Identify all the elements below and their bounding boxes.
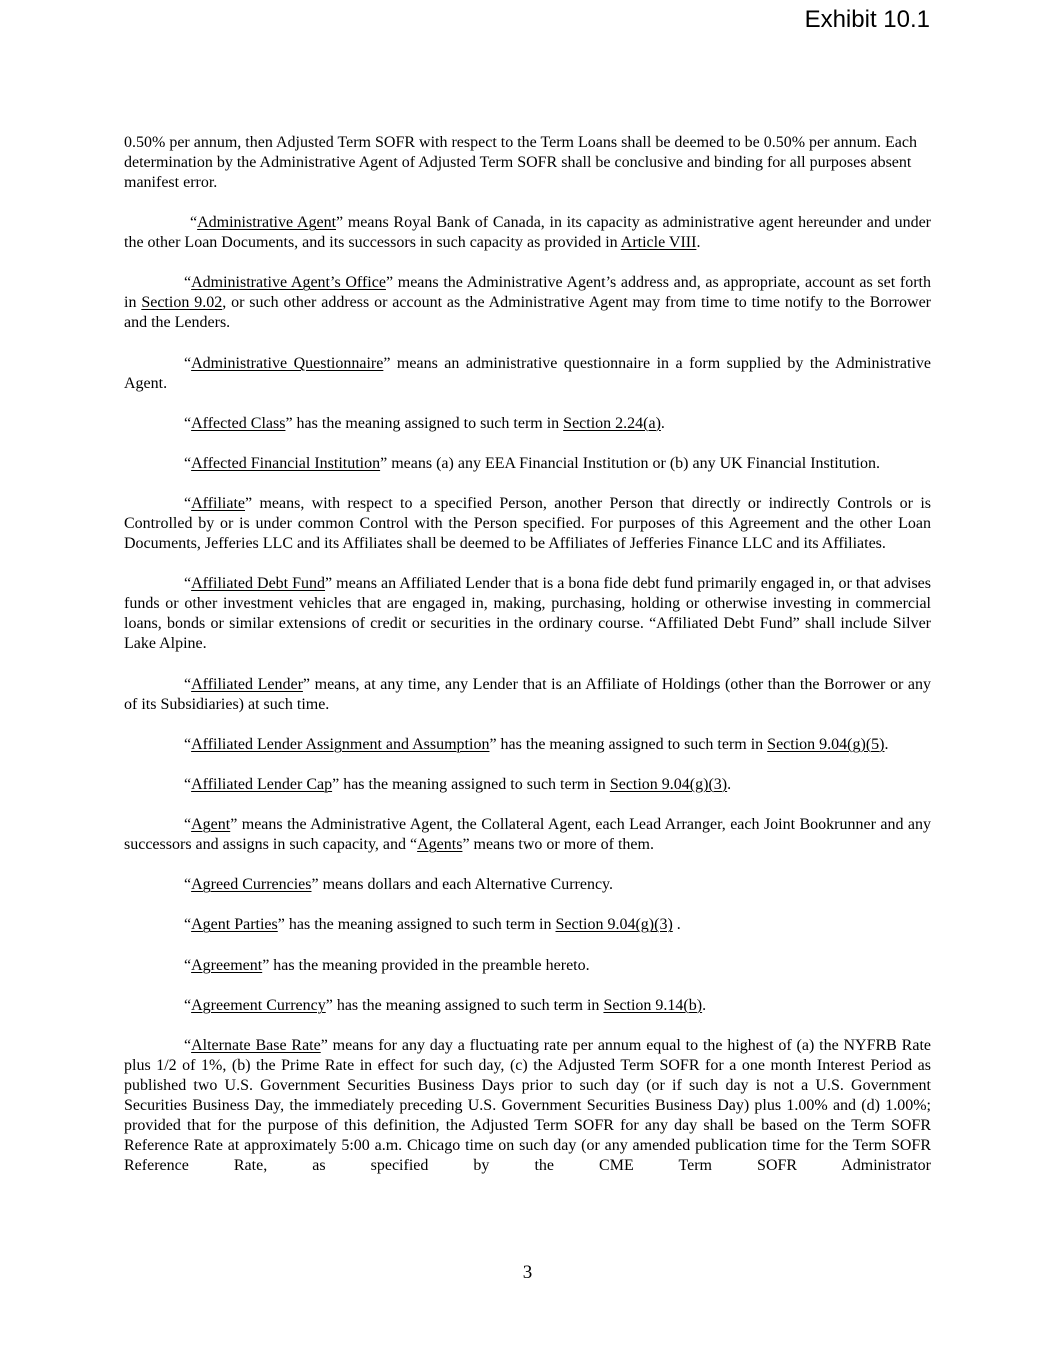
definition-affiliate: “Affiliate” means, with respect to a specified Person, another Person that directly or indirectly Controls or is Controlled by or is under common Control with the Person specified. For purposes of this Agreement and the other Loan Documents, Jefferies LLC and its Affiliates shall be deemed to be Affiliates of Jefferies Finance LLC and its Affiliates. bbox=[124, 495, 931, 553]
defined-term: Affiliated Lender Cap bbox=[191, 775, 333, 793]
defined-term: Agreed Currencies bbox=[191, 876, 312, 894]
definition-affiliated-lender: “Affiliated Lender” means, at any time, any Lender that is an Affiliate of Holdings (other than the Borrower or any of its Subsidiaries) at such time. bbox=[124, 675, 931, 713]
cross-reference: Article VIII bbox=[620, 234, 697, 252]
definition-affiliated-debt-fund: “Affiliated Debt Fund” means an Affiliated Lender that is a bona fide debt fund primarily engaged in, or that advises funds or other investment vehicles that are engaged in, making, purchasing, holding or otherwise investing in commercial loans, bonds or similar extensions of credit or securities in the ordinary course. “Affiliated Debt Fund” shall include Silver Lake Alpine. bbox=[124, 575, 932, 653]
exhibit-label: Exhibit 10.1 bbox=[804, 6, 930, 33]
defined-term: Agent bbox=[191, 816, 231, 834]
cross-reference: Section 9.04(g)(5) bbox=[767, 735, 885, 753]
defined-term: Agreement bbox=[191, 956, 263, 974]
cross-reference: Section 9.04(g)(3) bbox=[555, 916, 673, 934]
definition-affiliated-lender-assignment: “Affiliated Lender Assignment and Assumption” has the meaning assigned to such term in Section 9.04(g)(5). bbox=[184, 735, 889, 753]
page-number: 3 bbox=[522, 1262, 533, 1283]
defined-term: Affected Financial Institution bbox=[191, 454, 381, 472]
definition-affiliated-lender-cap: “Affiliated Lender Cap” has the meaning assigned to such term in Section 9.04(g)(3). bbox=[184, 775, 732, 793]
cross-reference: Section 2.24(a) bbox=[563, 414, 661, 432]
defined-term: Administrative Agent’s Office bbox=[191, 274, 386, 292]
defined-term: Administrative Agent bbox=[197, 214, 337, 232]
cross-reference: Section 9.14(b) bbox=[603, 996, 703, 1014]
defined-term: Affiliated Lender bbox=[191, 675, 303, 693]
definition-affected-financial-institution: “Affected Financial Institution” means (a) any EEA Financial Institution or (b) any UK Financial Institution. bbox=[184, 454, 880, 472]
definition-alternate-base-rate: “Alternate Base Rate” means for any day a fluctuating rate per annum equal to the highest of (a) the NYFRB Rate plus 1/2 of 1%, (b) the Prime Rate in effect for such day, (c) the Adjusted Term SOFR for a one month Interest Period as published two U.S. Government Securities Business Days prior to such day (or if such day is not a U.S. Government Securities Business Day, the immediately preceding U.S. Government Securities Business Day) plus 1.00% and (d) 1.00%; provided that for the purpose of this definition, the Adjusted Term SOFR for any day shall be based on the Term SOFR Reference Rate at approximately 5:00 a.m. Chicago time on such day (or any amended publication time for the Term SOFR Reference Rate, as specified by the CME Term SOFR Administrator bbox=[124, 1037, 931, 1174]
definition-agreed-currencies: “Agreed Currencies” means dollars and each Alternative Currency. bbox=[184, 876, 614, 894]
definition-agreement: “Agreement” has the meaning provided in the preamble hereto. bbox=[184, 956, 590, 974]
cross-reference: Section 9.02 bbox=[141, 294, 223, 312]
carry-over-paragraph: 0.50% per annum, then Adjusted Term SOFR with respect to the Term Loans shall be deemed to be 0.50% per annum. Each determination by the Administrative Agent of Adjusted Term SOFR shall be conclusive and binding for all purposes absent manifest error. bbox=[124, 134, 917, 191]
defined-term: Alternate Base Rate bbox=[191, 1037, 321, 1054]
defined-term: Agreement Currency bbox=[191, 996, 326, 1014]
definition-administrative-agent: “Administrative Agent” means Royal Bank of Canada, in its capacity as administrative agent hereunder and under the other Loan Documents, and its successors in such capacity as provided in Article VIII. bbox=[124, 214, 931, 252]
defined-term: Agents bbox=[417, 836, 463, 854]
defined-term: Affiliated Lender Assignment and Assumption bbox=[191, 735, 490, 753]
defined-term: Affiliate bbox=[191, 495, 246, 513]
definition-administrative-agents-office: “Administrative Agent’s Office” means the Administrative Agent’s address and, as appropriate, account as set forth in Section 9.02, or such other address or account as the Administrative Agent may from time to time notify to the Borrower and the Lenders. bbox=[124, 274, 932, 332]
defined-term: Affected Class bbox=[191, 414, 286, 432]
definition-affected-class: “Affected Class” has the meaning assigned to such term in Section 2.24(a). bbox=[184, 414, 665, 432]
defined-term: Affiliated Debt Fund bbox=[191, 575, 326, 593]
cross-reference: Section 9.04(g)(3) bbox=[609, 775, 728, 793]
document-body bbox=[124, 133, 931, 1196]
definition-agent: “Agent” means the Administrative Agent, the Collateral Agent, each Lead Arranger, each Joint Bookrunner and any successors and assigns in such capacity, and “Agents” means two or more of them. bbox=[124, 816, 931, 854]
definition-agreement-currency: “Agreement Currency” has the meaning assigned to such term in Section 9.14(b). bbox=[184, 996, 707, 1014]
defined-term: Administrative Questionnaire bbox=[191, 354, 384, 372]
definition-administrative-questionnaire: “Administrative Questionnaire” means an administrative questionnaire in a form supplied by the Administrative Agent. bbox=[124, 354, 932, 392]
definition-agent-parties: “Agent Parties” has the meaning assigned to such term in Section 9.04(g)(3) . bbox=[184, 916, 681, 934]
defined-term: Agent Parties bbox=[191, 916, 278, 934]
